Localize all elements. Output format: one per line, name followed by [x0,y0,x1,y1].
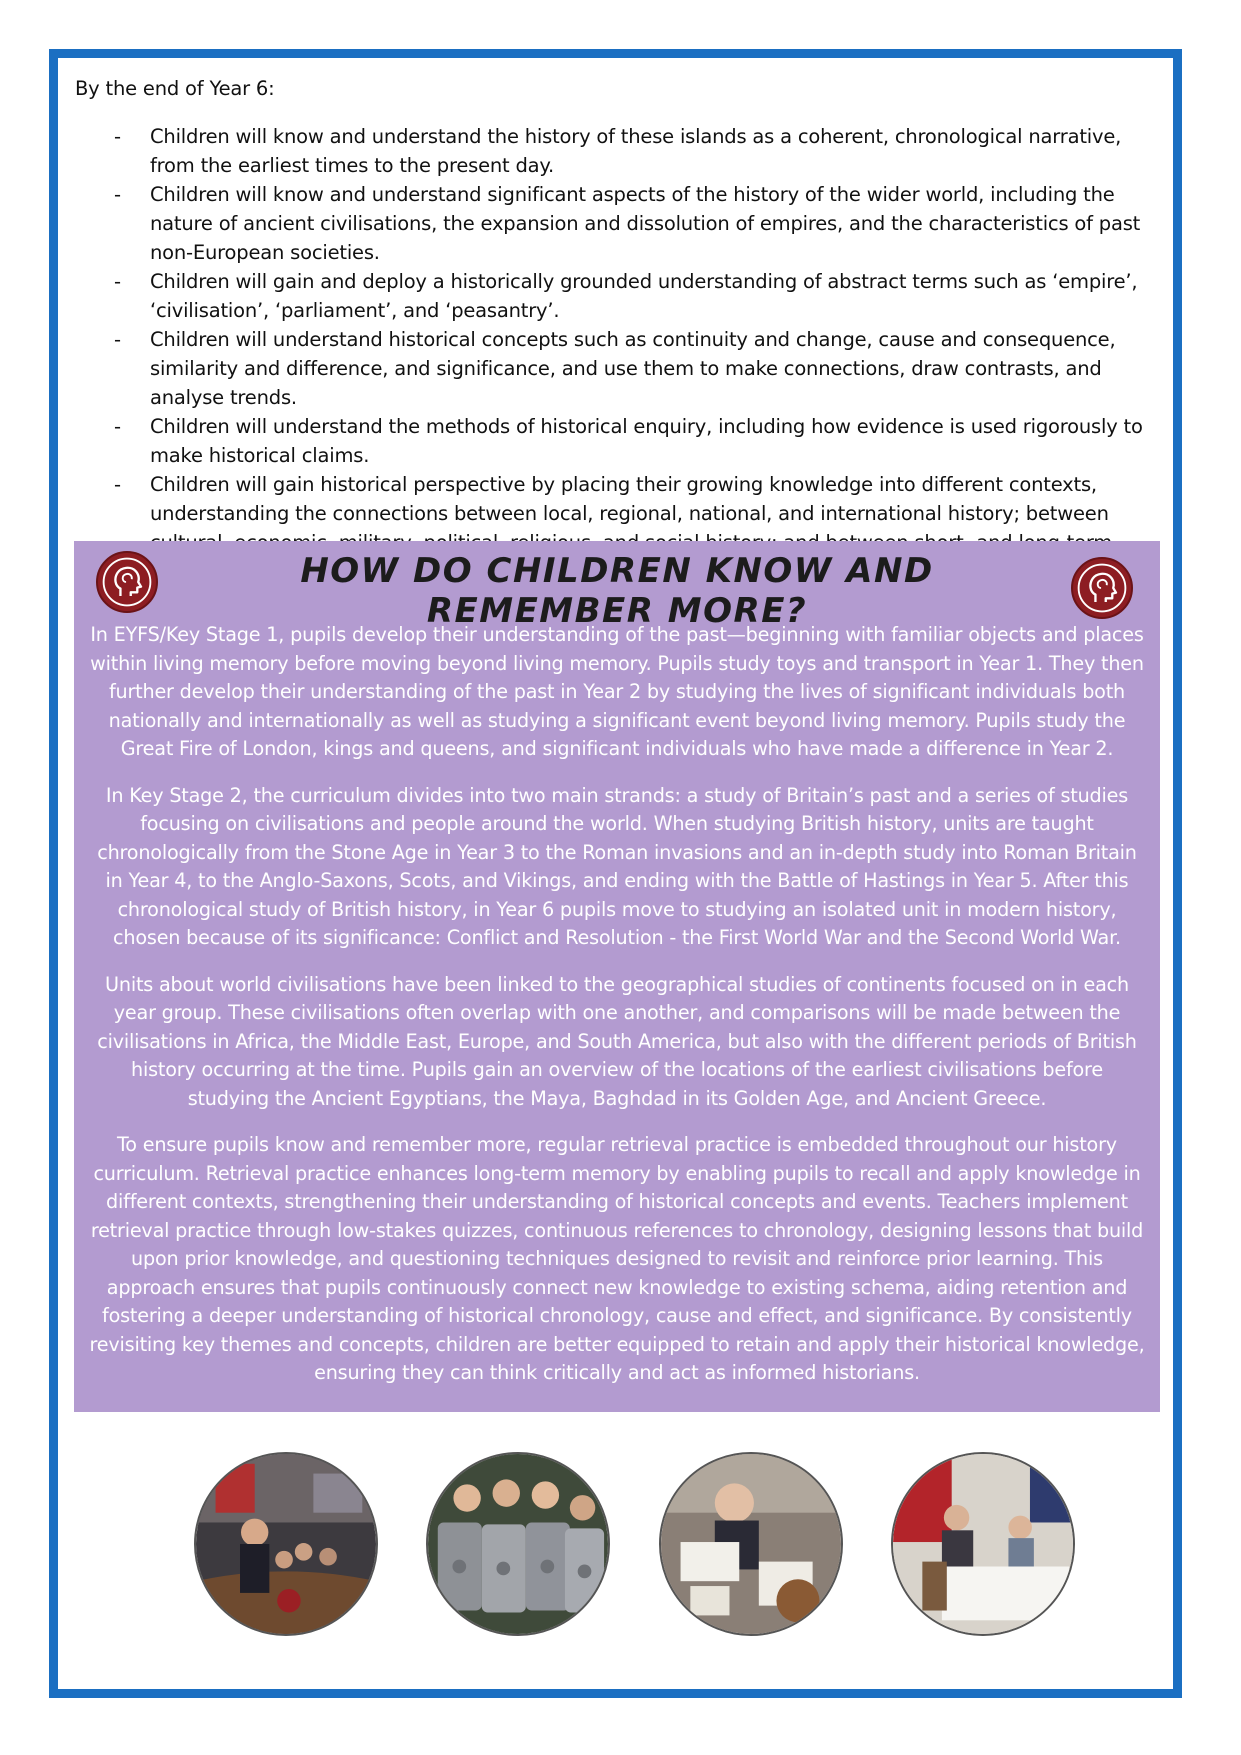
outcome-item: - Children will understand the methods of historical enquiry, including how evidence is used rigorously to make historical claims. [75,412,1170,470]
outcomes-list [75,122,1170,586]
year6-outcomes [75,74,1170,586]
head-memory-icon [1071,557,1133,619]
body-paragraph: In EYFS/Key Stage 1, pupils develop their understanding of the past—beginning with familiar objects and places within living memory before moving beyond living memory. Pupils study toys and transport in Year 1. They then further develop their understanding of the past in Year 2 by studying the lives of significant individuals both nationally and internationally as well as studying a significant event beyond living memory. Pupils study the Great Fire of London, kings and queens, and significant individuals who have made a difference in Year 2. [90,623,1144,760]
photo-hieroglyph-writing [659,1452,843,1636]
photo-classroom-boat [194,1452,378,1636]
outcome-item: - Children will know and understand significant aspects of the history of the wider world, including the nature of ancient civilisations, the expansion and dissolution of empires, and the characteristics of past non-European societies. [75,180,1170,267]
section-body [88,621,1146,1406]
photo-roman-shields [426,1452,610,1636]
outcome-item: - Children will gain historical perspective by placing their growing knowledge into different contexts, understanding the connections between local, regional, national, and international history; between [75,470,1170,586]
body-paragraph: In Key Stage 2, the curriculum divides into two main strands: a study of Britain’s past and a series of studies focusing on civilisations and people around the world. When studying British history, units are taught chronologically from the Stone Age in Year 3 to the Roman invasions and an in-depth study into Roman Britain in Year 4, to the Anglo-Saxons, Scots, and Vikings, and ending with the Battle of Hastings in Year 5. After this chronological study of British history, in Year 6 pupils move to studying an isolated unit in modern history, chosen because of its significance: Conflict and Resolution - the First World War and the Second World War. [97,783,1137,949]
outcome-item: - Children will understand historical concepts such as continuity and change, cause and consequence, similarity and difference, and significance, and use them to make connections, draw contrasts, and analyse trends. [75,325,1170,412]
outcome-item: - Children will gain and deploy a historically grounded understanding of abstract terms such as ‘empire’, ‘civilisation’, ‘parliament’, and ‘peasantry’. [75,267,1170,325]
outcome-item: - Children will know and understand the history of these islands as a coherent, chronological narrative, from the earliest times to the present day. [75,122,1170,180]
body-paragraph: To ensure pupils know and remember more, regular retrieval practice is embedded throughout our history curriculum. Retrieval practice enhances long-term memory by enabling pupils to recall and apply knowledge in different contexts, strengthening their understanding of historical concepts and events. Teachers implement retrieval practice through low-stakes quizzes, continuous references to chronology, designing lessons that build upon prior knowledge, and questioning techniques designed to revisit and reinforce prior learning. This approach ensures that pupils continuously connect new knowledge to existing schema, aiding retention and fostering a deeper understanding of historical chronology, cause and effect, and significance. By consistently revisiting key themes and concepts, children are better equipped to retain and apply their historical knowledge, ensuring they can think critically and act as informed historians. [89,1133,1145,1384]
head-memory-icon [96,551,158,613]
photo-banquet-table [891,1452,1075,1636]
intro-lead: By the end of Year 6: [75,77,275,100]
section-heading: HOW DO CHILDREN KNOW AND REMEMBER MORE? [300,551,934,631]
remember-more-panel [74,541,1160,1412]
body-paragraph: Units about world civilisations have been linked to the geographical studies of continents focused on in each year group. These civilisations often overlap with one another, and comparisons will be made between the civilisations in Africa, the Middle East, Europe, and South America, but also with the different periods of British history occurring at the time. Pupils gain an overview of the locations of the earliest civilisations before studying the Ancient Egyptians, the Maya, Baghdad in its Golden Age, and Ancient Greece. [97,972,1137,1110]
